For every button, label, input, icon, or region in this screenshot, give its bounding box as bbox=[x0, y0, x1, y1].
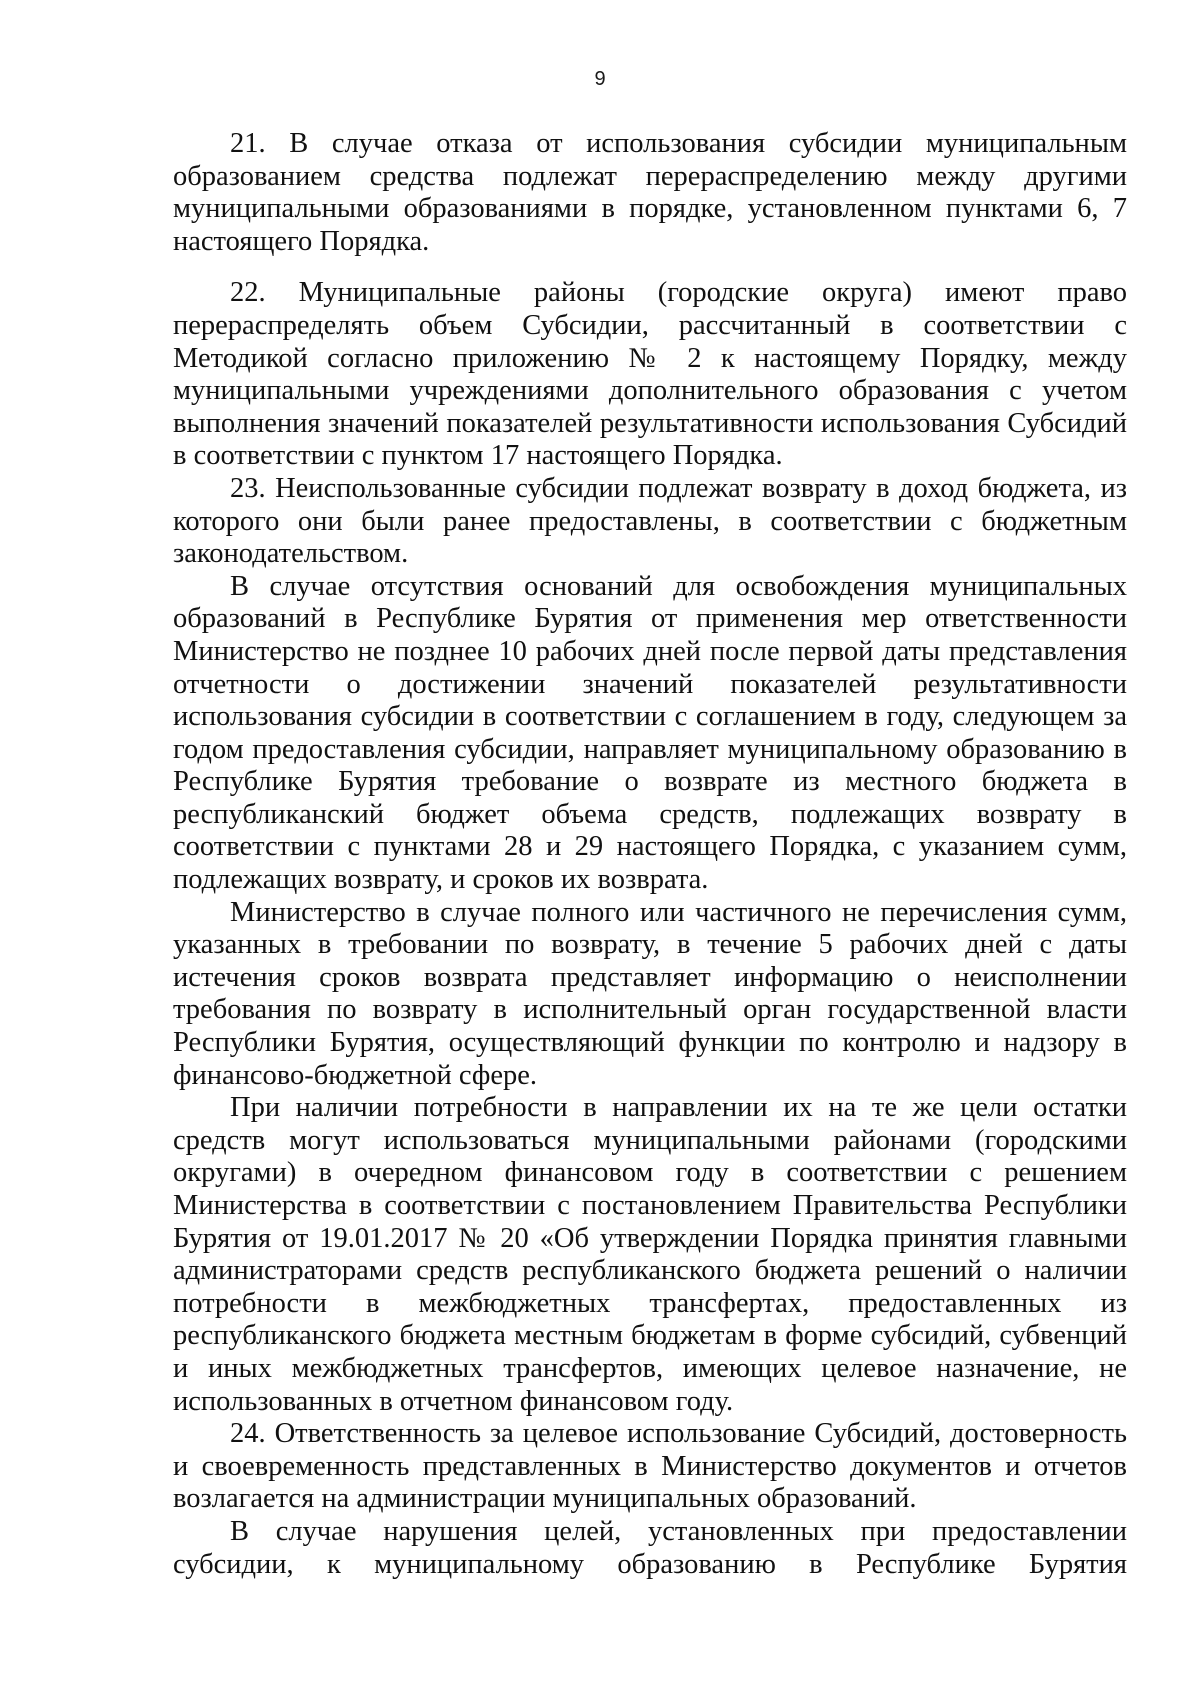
page-number: 9 bbox=[594, 68, 606, 90]
paragraph-21: 21. В случае отказа от использования субсидии муниципальным образованием средства подлежат перераспределению между другими муниципальными образованиями в порядке, установленном пунктами 6, 7 настоящего Порядка. bbox=[173, 128, 1127, 257]
paragraph-23-refund-demand: В случае отсутствия оснований для освобождения муниципальных образований в Республике Бурятия от применения мер ответственности Министерство не позднее 10 рабочих дней после первой даты представления отчетности о достижении значений показателей результативности использования субсидии в соответствии с соглашением в году, следующем за годом предоставления субсидии, направляет муниципальному образованию в Республике Бурятия требование о возврате из местного бюджета в республиканский бюджет объема средств, подлежащих возврату в соответствии с пунктами 28 и 29 настоящего Порядка, с указанием сумм, подлежащих возврату, и сроков их возврата. bbox=[173, 570, 1127, 896]
paragraph-23-remaining-funds: При наличии потребности в направлении их на те же цели остатки средств могут использоваться муниципальными районами (городскими округами) в очередном финансовом году в соответствии с решением Министерства в соответствии с постановлением Правительства Республики Бурятия от 19.01.2017 № 20 «Об утверждении Порядка принятия главными администраторами средств республиканского бюджета решений о наличии потребности в межбюджетных трансфертах, предоставленных из республиканского бюджета местным бюджетам в форме субсидий, субвенций и иных межбюджетных трансфертов, имеющих целевое назначение, не использованных в отчетном финансовом году. bbox=[173, 1092, 1127, 1417]
paragraph-23: 23. Неиспользованные субсидии подлежат возврату в доход бюджета, из которого они были ранее предоставлены, в соответствии с бюджетным законодательством. bbox=[173, 472, 1127, 570]
document-body bbox=[173, 128, 1127, 1581]
paragraph-24: 24. Ответственность за целевое использование Субсидий, достоверность и своевременность представленных в Министерство документов и отчетов возлагается на администрации муниципальных образований. bbox=[173, 1418, 1127, 1515]
paragraph-22: 22. Муниципальные районы (городские округа) имеют право перераспределять объем Субсидии, рассчитанный в соответствии с Методикой согласно приложению № 2 к настоящему Порядку, между муниципальными учреждениями дополнительного образования с учетом выполнения значений показателей результативности использования Субсидий в соответствии с пунктом 17 настоящего Порядка. bbox=[173, 277, 1127, 472]
paragraph-24-violation: В случае нарушения целей, установленных при предоставлении субсидии, к муниципальному образованию в Республике Бурятия bbox=[173, 1515, 1127, 1580]
paragraph-23-non-transfer: Министерство в случае полного или частичного не перечисления сумм, указанных в требовании по возврату, в течение 5 рабочих дней с даты истечения сроков возврата представляет информацию о неисполнении требования по возврату в исполнительный орган государственной власти Республики Бурятия, осуществляющий функции по контролю и надзору в финансово-бюджетной сфере. bbox=[173, 896, 1127, 1091]
